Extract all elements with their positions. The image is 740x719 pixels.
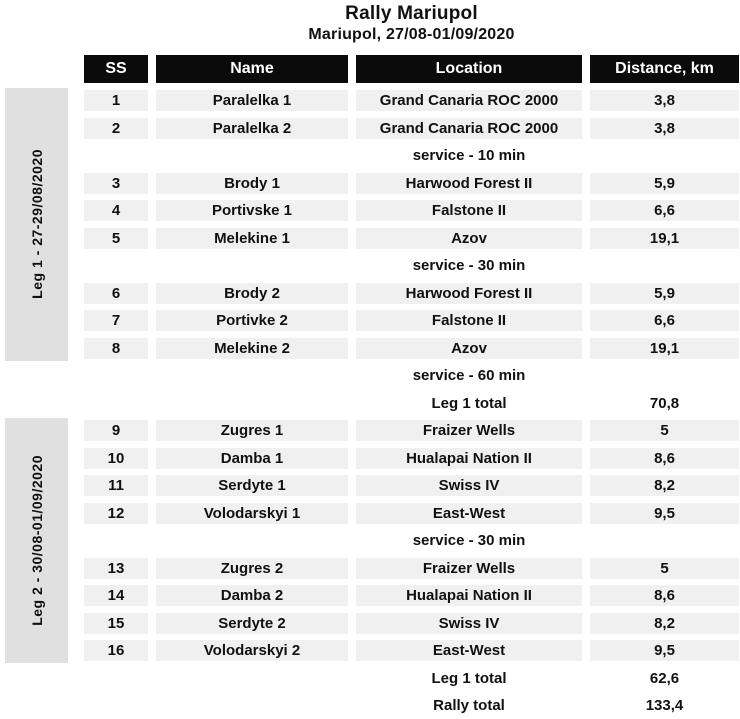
leg1-label: Leg 1 - 27-29/08/2020 bbox=[28, 149, 45, 300]
stage-location-cell: Harwood Forest II bbox=[356, 283, 582, 304]
header-name: Name bbox=[156, 55, 348, 83]
stage-name-cell: Paralelka 2 bbox=[156, 118, 348, 139]
stage-ss-cell: 13 bbox=[84, 558, 148, 579]
stage-location-cell: Fraizer Wells bbox=[356, 558, 582, 579]
stage-name-cell: Portivke 2 bbox=[156, 310, 348, 331]
stage-distance-cell: 3,8 bbox=[590, 90, 739, 111]
stage-location-cell: Swiss IV bbox=[356, 475, 582, 496]
total-row-value: 133,4 bbox=[645, 697, 684, 714]
stage-name-cell: Damba 2 bbox=[156, 585, 348, 606]
stage-ss-cell: 14 bbox=[84, 585, 148, 606]
stage-distance-cell: 8,6 bbox=[590, 585, 739, 606]
stage-location-cell: East-West bbox=[356, 503, 582, 524]
stage-distance-cell: 8,2 bbox=[590, 613, 739, 634]
stage-ss-cell: 16 bbox=[84, 640, 148, 661]
header-ss: SS bbox=[84, 55, 148, 83]
total-row-value: 70,8 bbox=[649, 394, 680, 412]
stage-location-cell: Grand Canaria ROC 2000 bbox=[356, 118, 582, 139]
stage-ss-cell: 2 bbox=[84, 118, 148, 139]
stage-distance-cell: 8,6 bbox=[590, 448, 739, 469]
stage-ss-cell: 5 bbox=[84, 228, 148, 249]
service-row-label: service - 30 min bbox=[412, 257, 526, 274]
service-row-label: service - 10 min bbox=[412, 147, 526, 164]
stage-name-cell: Volodarskyi 1 bbox=[156, 503, 348, 524]
stage-name-cell: Zugres 1 bbox=[156, 420, 348, 441]
total-row-label: Leg 1 total bbox=[431, 394, 507, 412]
stage-name-cell: Brody 1 bbox=[156, 173, 348, 194]
stage-distance-cell: 5,9 bbox=[590, 283, 739, 304]
stage-ss-cell: 4 bbox=[84, 200, 148, 221]
stage-name-cell: Zugres 2 bbox=[156, 558, 348, 579]
stage-distance-cell: 5,9 bbox=[590, 173, 739, 194]
total-row-value: 62,6 bbox=[649, 669, 680, 687]
stage-location-cell: Harwood Forest II bbox=[356, 173, 582, 194]
stage-ss-cell: 9 bbox=[84, 420, 148, 441]
stage-ss-cell: 3 bbox=[84, 173, 148, 194]
stage-location-cell: Grand Canaria ROC 2000 bbox=[356, 90, 582, 111]
schedule-table-body bbox=[84, 90, 739, 716]
stage-name-cell: Paralelka 1 bbox=[156, 90, 348, 111]
stage-location-cell: Hualapai Nation II bbox=[356, 448, 582, 469]
service-row-label: service - 30 min bbox=[412, 532, 526, 549]
stage-ss-cell: 11 bbox=[84, 475, 148, 496]
stage-name-cell: Serdyte 1 bbox=[156, 475, 348, 496]
leg1-sidebar bbox=[5, 88, 68, 361]
stage-distance-cell: 6,6 bbox=[590, 200, 739, 221]
stage-distance-cell: 5 bbox=[590, 558, 739, 579]
stage-distance-cell: 8,2 bbox=[590, 475, 739, 496]
table-header-row bbox=[84, 55, 739, 83]
service-row-label: service - 60 min bbox=[412, 367, 526, 384]
stage-name-cell: Damba 1 bbox=[156, 448, 348, 469]
page-title: Rally Mariupol bbox=[345, 3, 478, 24]
header-location: Location bbox=[356, 55, 582, 83]
stage-ss-cell: 10 bbox=[84, 448, 148, 469]
stage-location-cell: Falstone II bbox=[356, 310, 582, 331]
page-subtitle: Mariupol, 27/08-01/09/2020 bbox=[308, 26, 515, 43]
stage-distance-cell: 5 bbox=[590, 420, 739, 441]
stage-distance-cell: 19,1 bbox=[590, 228, 739, 249]
stage-ss-cell: 12 bbox=[84, 503, 148, 524]
total-row-label: Rally total bbox=[433, 697, 505, 714]
stage-distance-cell: 19,1 bbox=[590, 338, 739, 359]
stage-ss-cell: 8 bbox=[84, 338, 148, 359]
stage-location-cell: Falstone II bbox=[356, 200, 582, 221]
stage-name-cell: Volodarskyi 2 bbox=[156, 640, 348, 661]
stage-location-cell: Fraizer Wells bbox=[356, 420, 582, 441]
stage-name-cell: Serdyte 2 bbox=[156, 613, 348, 634]
leg2-sidebar bbox=[5, 418, 68, 663]
stage-name-cell: Portivske 1 bbox=[156, 200, 348, 221]
stage-ss-cell: 6 bbox=[84, 283, 148, 304]
stage-name-cell: Melekine 2 bbox=[156, 338, 348, 359]
leg2-label: Leg 2 - 30/08-01/09/2020 bbox=[28, 455, 45, 626]
stage-location-cell: Azov bbox=[356, 338, 582, 359]
stage-ss-cell: 7 bbox=[84, 310, 148, 331]
stage-ss-cell: 15 bbox=[84, 613, 148, 634]
stage-location-cell: Hualapai Nation II bbox=[356, 585, 582, 606]
stage-location-cell: East-West bbox=[356, 640, 582, 661]
stage-distance-cell: 3,8 bbox=[590, 118, 739, 139]
total-row-label: Leg 1 total bbox=[431, 669, 507, 687]
stage-ss-cell: 1 bbox=[84, 90, 148, 111]
header-distance: Distance, km bbox=[590, 55, 739, 83]
stage-distance-cell: 6,6 bbox=[590, 310, 739, 331]
stage-distance-cell: 9,5 bbox=[590, 640, 739, 661]
stage-location-cell: Swiss IV bbox=[356, 613, 582, 634]
stage-location-cell: Azov bbox=[356, 228, 582, 249]
stage-name-cell: Melekine 1 bbox=[156, 228, 348, 249]
stage-distance-cell: 9,5 bbox=[590, 503, 739, 524]
stage-name-cell: Brody 2 bbox=[156, 283, 348, 304]
